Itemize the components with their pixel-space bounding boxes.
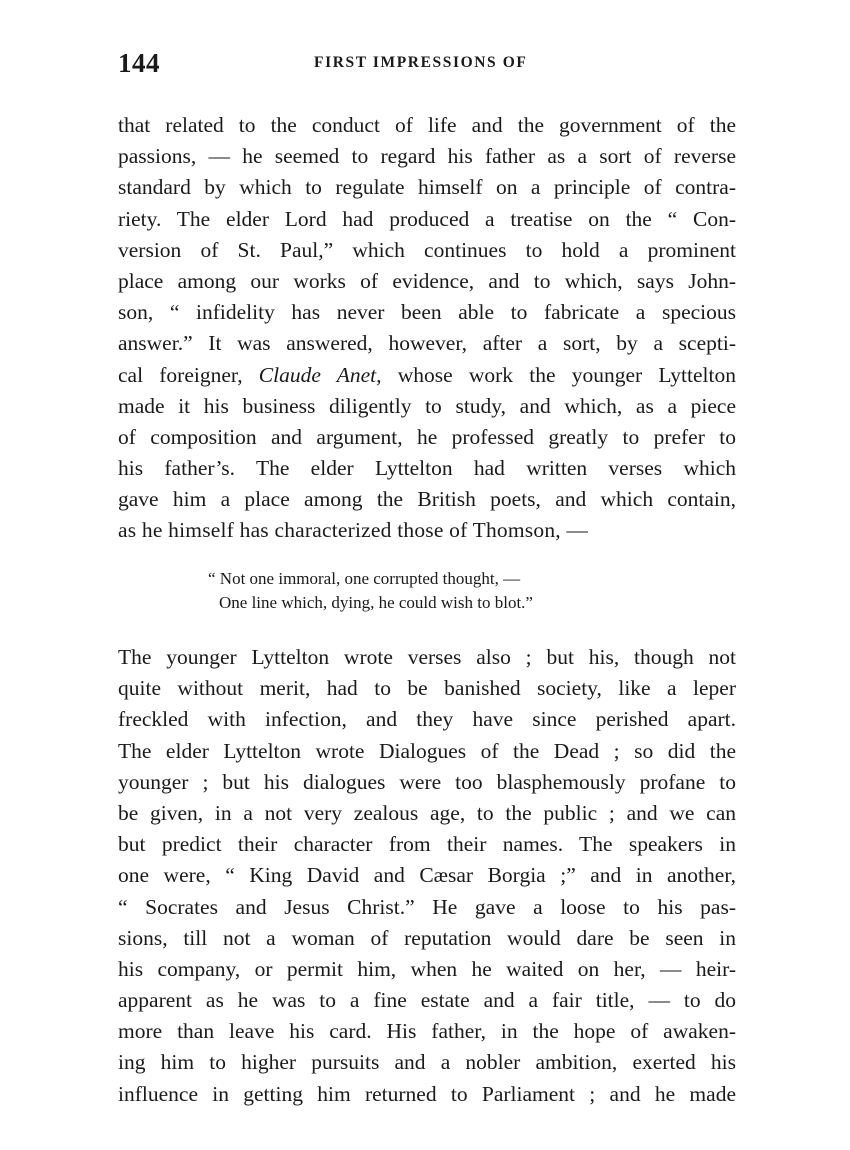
paragraph-1 (118, 110, 736, 547)
text-line: freckled with infection, and they have since perished apart. (118, 707, 736, 732)
verse-line: One line which, dying, he could wish to blot.” (219, 593, 533, 612)
running-head: FIRST IMPRESSIONS OF (314, 54, 528, 71)
text-line: ing him to higher pursuits and a nobler ambition, exerted his (118, 1050, 736, 1075)
text-line: influence in getting him returned to Parliament ; and he made (118, 1081, 736, 1106)
text-line: as he himself has characterized those of Thomson, — (118, 518, 589, 543)
text-line: riety. The elder Lord had produced a treatise on the “ Con- (118, 206, 736, 231)
text-line: that related to the conduct of life and the government of the (118, 113, 736, 137)
text-line: but predict their character from their names. The speakers in (118, 832, 736, 857)
text-line: sions, till not a woman of reputation would dare be seen in (118, 925, 736, 950)
text-line: “ Socrates and Jesus Christ.” He gave a loose to his pas- (118, 894, 736, 919)
verse-line: “ Not one immoral, one corrupted thought, — (208, 569, 521, 588)
text-line: place among our works of evidence, and to which, says John- (118, 268, 736, 293)
text-line: younger ; but his dialogues were too blasphemously profane to (118, 769, 736, 794)
text-line: gave him a place among the British poets, and which contain, (118, 487, 736, 512)
verse-quote (208, 567, 533, 615)
text-line: more than leave his card. His father, in the hope of awaken- (118, 1019, 736, 1044)
text-line: answer.” It was answered, however, after a sort, by a scepti- (118, 331, 736, 356)
text-line: quite without merit, had to be banished society, like a leper (118, 676, 736, 701)
text-line-with-italic (118, 360, 736, 391)
page-header (118, 48, 736, 82)
text-line: apparent as he was to a fine estate and a fair title, — to do (118, 988, 736, 1013)
text-line: made it his business diligently to study, and which, as a piece (118, 393, 736, 418)
text-line: his company, or permit him, when he waited on her, — heir- (118, 956, 736, 981)
text-line: his father’s. The elder Lyttelton had written verses which (118, 456, 736, 481)
text-line: standard by which to regulate himself on a principle of contra- (118, 175, 736, 200)
page-number: 144 (118, 48, 160, 78)
text-line: be given, in a not very zealous age, to the public ; and we can (118, 800, 736, 825)
text-line: passions, — he seemed to regard his father as a sort of reverse (118, 144, 736, 169)
text-line: The younger Lyttelton wrote verses also ; but his, though not (118, 645, 736, 669)
italic-name: Claude Anet, (258, 362, 382, 387)
text-line: one were, “ King David and Cæsar Borgia ;” and in another, (118, 863, 736, 888)
text-line: of composition and argument, he professed greatly to prefer to (118, 424, 736, 449)
paragraph-2 (118, 642, 736, 1110)
text-line: The elder Lyttelton wrote Dialogues of the Dead ; so did the (118, 738, 736, 763)
text-segment: whose work the younger Lyttelton (381, 362, 736, 387)
text-segment: cal foreigner, (118, 362, 259, 387)
text-line: son, “ infidelity has never been able to fabricate a specious (118, 300, 736, 325)
text-line: version of St. Paul,” which continues to hold a prominent (118, 237, 736, 262)
